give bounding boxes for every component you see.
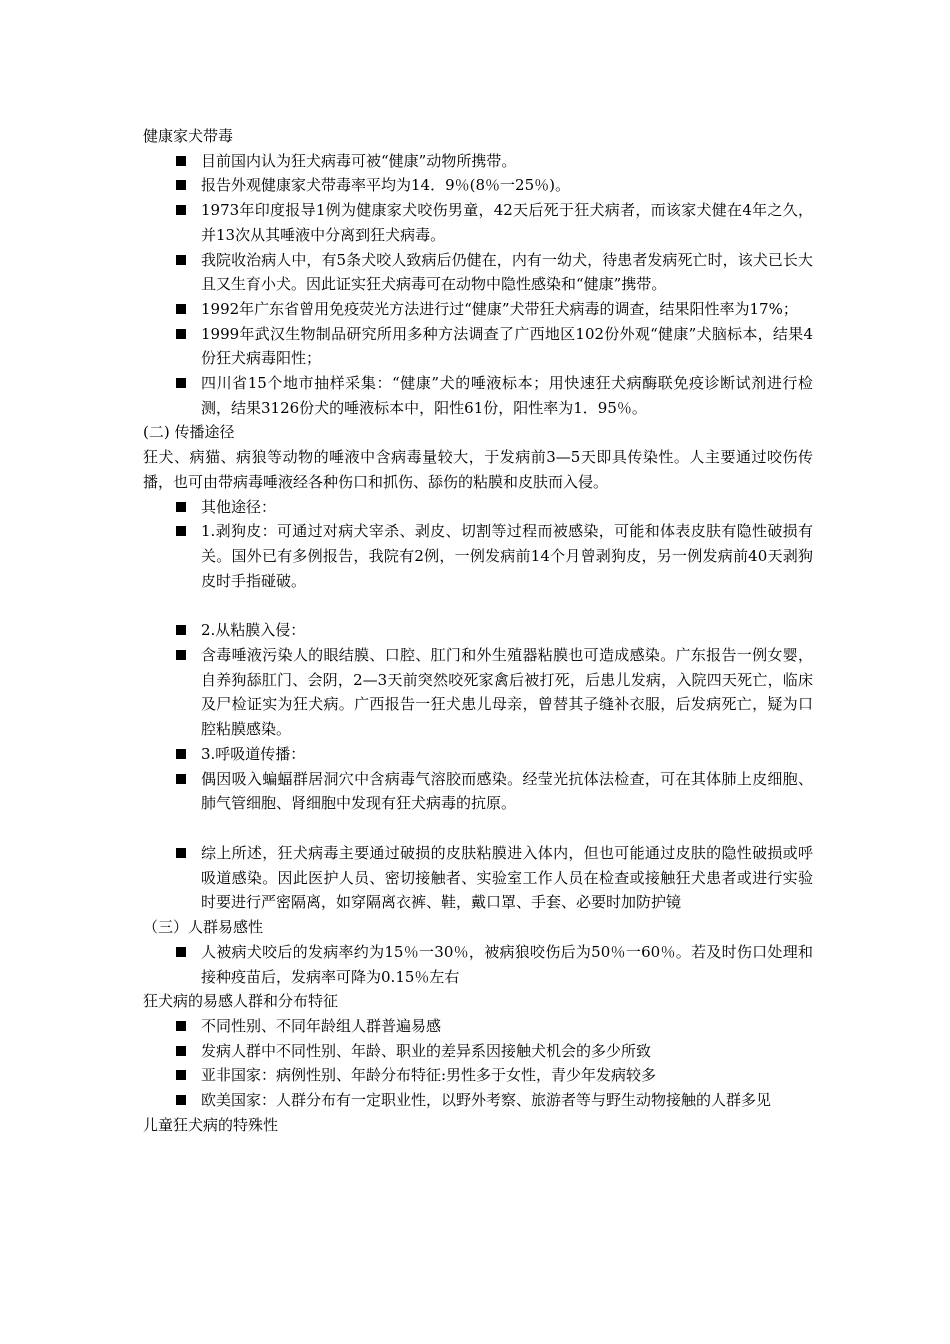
bullet-item (143, 1014, 813, 1039)
bullet-item (143, 1063, 813, 1088)
square-bullet-icon (176, 774, 186, 784)
bullet-item (143, 841, 813, 915)
bullet-item (143, 322, 813, 371)
square-bullet-icon (176, 1021, 186, 1031)
section-heading: 健康家犬带毒 (143, 127, 234, 145)
bullet-text: 亚非国家：病例性别、年龄分布特征:男性多于女性，青少年发病较多 (201, 1066, 657, 1085)
bullet-text: 1.剥狗皮：可通过对病犬宰杀、剥皮、切割等过程而被感染，可能和体表皮肤有隐性破损有关。国外已有多例报告，我院有2例，一例发病前14个月曾剥狗皮，另一例发病前40天剥狗皮时手指碰破。 (201, 522, 813, 590)
bullet-text: 含毒唾液污染人的眼结膜、口腔、肛门和外生殖器粘膜也可造成感染。广东报告一例女婴，自养狗舔肛门、会阴，2—3天前突然咬死家禽后被打死，后患儿发病，入院四天死亡，临床及尸检证实为狂犬病。广西报告一狂犬患儿母亲，曾替其子缝补衣服，后发病死亡，疑为口腔粘膜感染。 (201, 646, 813, 739)
bullet-text: 不同性别、不同年龄组人群普遍易感 (201, 1016, 442, 1035)
square-bullet-icon (176, 848, 186, 858)
document-page (143, 124, 813, 1137)
section-heading: （三）人群易感性 (143, 918, 264, 937)
bullet-item (143, 1088, 813, 1113)
bullet-text: 四川省15个地市抽样采集：“健康”犬的唾液标本；用快速狂犬病酶联免疫诊断试剂进行检测，结果3126份犬的唾液标本中，阳性61份，阳性率为1．95％。 (201, 374, 813, 417)
bullet-text: 3.呼吸道传播： (201, 744, 306, 763)
bullet-text: 1973年印度报导1例为健康家犬咬伤男童，42天后死于狂犬病者，而该家犬健在4年之久，并13次从其唾液中分离到狂犬病毒。 (201, 201, 813, 244)
square-bullet-icon (176, 502, 186, 512)
bullet-item (143, 643, 813, 742)
section-heading: 儿童狂犬病的特殊性 (143, 1115, 279, 1134)
square-bullet-icon (176, 526, 186, 536)
bullet-item (143, 1039, 813, 1064)
square-bullet-icon (176, 156, 186, 166)
square-bullet-icon (176, 947, 186, 957)
bullet-item (143, 248, 813, 297)
bullet-text: 其他途径： (201, 497, 277, 516)
bullet-item (143, 495, 813, 520)
bullet-item (143, 173, 813, 198)
bullet-text: 欧美国家：人群分布有一定职业性，以野外考察、旅游者等与野生动物接触的人群多见 (201, 1091, 772, 1110)
square-bullet-icon (176, 1070, 186, 1080)
bullet-text: 偶因吸入蝙蝠群居洞穴中含病毒气溶胶而感染。经莹光抗体法检查，可在其体肺上皮细胞、肺气管细胞、肾细胞中发现有狂犬病毒的抗原。 (201, 769, 813, 813)
bullet-text: 1992年广东省曾用免疫荧光方法进行过“健康”犬带狂犬病毒的调查，结果阳性率为17%； (201, 299, 798, 318)
square-bullet-icon (176, 1046, 186, 1056)
square-bullet-icon (176, 625, 186, 635)
bullet-item (143, 767, 813, 816)
square-bullet-icon (176, 378, 186, 388)
bullet-item (143, 519, 813, 593)
square-bullet-icon (176, 650, 186, 660)
square-bullet-icon (176, 304, 186, 314)
square-bullet-icon (176, 1095, 186, 1105)
bullet-item (143, 297, 813, 322)
blank-line (143, 593, 813, 618)
square-bullet-icon (176, 180, 186, 190)
square-bullet-icon (176, 255, 186, 265)
bullet-text: 目前国内认为狂犬病毒可被“健康”动物所携带。 (201, 151, 517, 170)
blank-line (143, 816, 813, 841)
section-heading: (二) 传播途径 (143, 423, 235, 442)
square-bullet-icon (176, 205, 186, 215)
bullet-item (143, 618, 813, 643)
bullet-item (143, 371, 813, 420)
square-bullet-icon (176, 329, 186, 339)
bullet-text: 1999年武汉生物制品研究所用多种方法调查了广西地区102份外观“健康”犬脑标本，结果4份狂犬病毒阳性； (201, 324, 813, 368)
bullet-item (143, 940, 813, 989)
bullet-text: 综上所述，狂犬病毒主要通过破损的皮肤粘膜进入体内，但也可能通过皮肤的隐性破损或呼吸道感染。因此医护人员、密切接触者、实验室工作人员在检查或接触狂犬患者或进行实验时要进行严密隔离，如穿隔离衣裤、鞋，戴口罩、手套、必要时加防护镜 (201, 843, 813, 912)
bullet-text: 发病人群中不同性别、年龄、职业的差异系因接触犬机会的多少所致 (201, 1041, 652, 1060)
bullet-text: 我院收治病人中，有5条犬咬人致病后仍健在，内有一幼犬，待患者发病死亡时，该犬已长大且又生育小犬。因此证实狂犬病毒可在动物中隐性感染和“健康”携带。 (201, 250, 813, 294)
section-heading: 狂犬病的易感人群和分布特征 (143, 992, 339, 1011)
bullet-item (143, 149, 813, 174)
paragraph: 狂犬、病猫、病狼等动物的唾液中含病毒量较大，于发病前3—5天即具传染性。人主要通过咬伤传播，也可由带病毒唾液经各种伤口和抓伤、舔伤的粘膜和皮肤而入侵。 (143, 448, 813, 491)
bullet-item (143, 742, 813, 767)
square-bullet-icon (176, 749, 186, 759)
bullet-item (143, 198, 813, 247)
bullet-text: 人被病犬咬后的发病率约为15％一30％，被病狼咬伤后为50％一60％。若及时伤口处理和接种疫苗后，发病率可降为0.15％左右 (201, 942, 813, 986)
bullet-text: 2.从粘膜入侵： (201, 621, 306, 640)
bullet-text: 报告外观健康家犬带毒率平均为14．9％(8％一25％)。 (201, 176, 570, 195)
